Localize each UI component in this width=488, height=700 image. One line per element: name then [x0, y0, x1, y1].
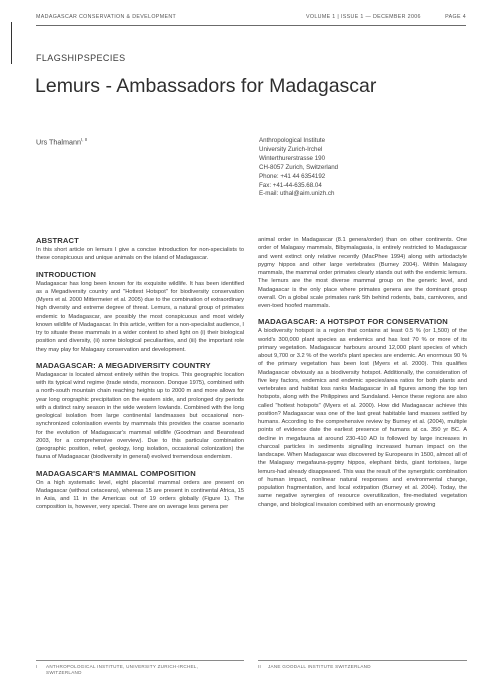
section-label: FLAGSHIPSPECIES: [36, 53, 126, 63]
author-name: Urs Thalmann: [36, 137, 82, 147]
running-head: [36, 14, 466, 24]
affiliation-institute: Anthropological Institute: [259, 137, 326, 144]
affiliation-email[interactable]: E-mail: uthal@aim.unizh.ch: [259, 190, 335, 198]
affiliation-city: CH-8057 Zurich, Switzerland: [259, 163, 339, 171]
affiliation-block: [259, 137, 338, 199]
paragraph-megadiversity: Madagascar is located almost entirely within the tropics. This geographic location with its typical wind regime (trade winds, monsoon. Donque 1975), combined with a north-south mountain chain reaching heights up to 2000 m and more allows for year long orographic precipitation on the eastern side, and prolonged dry periods with a distinct rainy season in the wide western lowlands. Combined with the long geological isolation from large continental landmasses but occasional non-synchronized colonisation events by mammals this provides the coarse scenario for the evolution of Madagascar's mammal wildlife (Goodman and Beanstead 2003, for a comprehensive overview). Due to this particular combination (geographic position, relief, geology, long isolation, occasional colonization) the fauna of Madagascar (biodiversity in general) evolved tremendous endemism.: [36, 371, 244, 461]
affiliation-street: Winterthurerstrasse 190: [259, 154, 326, 162]
footnote-number: I: [36, 664, 38, 669]
heading-abstract: ABSTRACT: [36, 236, 79, 245]
paragraph-abstract: In this short article on lemurs I give a concise introduction for non-specialists to these conspicuous and unique animals on the island of Madagascar.: [36, 247, 244, 262]
header-rule: [36, 25, 466, 26]
footnote-rule-left: [36, 660, 244, 661]
running-head-journal: MADAGASCAR CONSERVATION & DEVELOPMENT: [36, 14, 177, 20]
heading-hotspot: MADAGASCAR: A HOTSPOT FOR CONSERVATION: [258, 317, 448, 327]
running-head-issue: VOLUME 1 | ISSUE 1 — DECEMBER 2006: [306, 14, 421, 20]
article-title: Lemurs - Ambassadors for Madagascar: [35, 75, 377, 97]
running-head-page: PAGE 4: [445, 14, 466, 20]
paragraph-continued: animal order in Madagascar (8.1 genera/order) than on other continents. One order of Malagasy mammals, Bibymalagasia, is entirely restricted to Madagascar and went extinct only relative recently (MacPhee 1994) along with artiodactyle pygmy hippos and other large vertebrates (Burney 2004). Within Malagasy mammals, the mammal order primates clearly stands out with the endemic lemurs. The lemurs are the most diverse mammal group on the generic level, and Madagascar is the only place where primates genera are the dominant group overall. On a global scale primates rank 5th behind rodents, bats, carnivores, and even-toed hoofed mammals.: [258, 237, 467, 309]
footnote-text-line: ANTHROPOLOGICAL INSTITUTE, UNIVERSITY ZURICH-IRCHEL,: [46, 664, 199, 669]
footnote-number: II: [258, 664, 262, 669]
paragraph-introduction: Madagascar has long been known for its exquisite wildlife. It has been identified as a Megadiversity country and "Hottest Hotspot" for biodiversity conservation (Myers et al. 2000 Mittermeier et al. 2005) due to the combination of extraordinary high diversity and extreme degree of threat. Lemurs, a natural group of primates endemic to Madagascar, are possibly the most conspicuous and most widely known wildlife of Madagascar. In this article, written for a non-specialist audience, I try to situate these mammals in a wider context to shed light on (i) their biological position and diversity, (ii) some biological peculiarities, and (iii) the important role they may play for Malagasy conservation and development.: [36, 280, 244, 353]
margin-rule: [11, 22, 12, 64]
author-affiliation-marks: I, II: [81, 137, 88, 142]
author: [36, 137, 87, 146]
heading-introduction: INTRODUCTION: [36, 269, 97, 279]
footnote-text-line: JANE GOODALL INSTITUTE SWITZERLAND: [268, 664, 371, 669]
affiliation-fax: Fax: +41-44-635.68.04: [259, 181, 322, 189]
left-column: [36, 236, 244, 519]
heading-mammal-composition: MADAGASCAR'S MAMMAL COMPOSITION: [36, 468, 196, 478]
affiliation-phone: Phone: +41 44 6354192: [259, 172, 326, 180]
right-column: [258, 236, 467, 516]
footnote-rule-right: [258, 660, 467, 661]
affiliation-university: University Zurich-Irchel: [259, 145, 323, 153]
paragraph-hotspot: A biodiversity hotspot is a region that contains at least 0.5 % (or 1,500) of the world's 300,000 plant species as endemics and has lost 70 % or more of its primary vegetation. Madagascar harbours around 12,000 plant species of which about 9,700 or 3.2 % of the world's plant species are endemic. An enormous 90 % of the primary vegetation has been lost (Myers et al. 2000). This qualifies Madagascar obviously as a biodiversity hotspot. Additionally, the consideration of five key factors, endemics and endemic species/area ratios for both plants and vertebrates and habitat loss ranks Madagascar in all figures among the top ten hotspots, along with the Philippines and Sundaland. Hence these regions are also called "hottest hotspots" (Myers et al. 2000). How did Madagascar achieve this position? Madagascar was one of the last great habitable land masses settled by humans. According to the comprehensive review by Burney et al. (2004), multiple points of evidence date the earliest presence of humans at ca. 350 yr BC. A decline in megafauna at around 230-410 AD is followed by large increases in charcoal particles in sediments signalling increased human impact on the landscape. When Madagascar was discovered by Europeans in 1500, almost all of the Malagasy megafauna-pygmy hippos, elephant birds, giant tortoises, large lemurs-had already disappeared. This was the result of the synergistic combination of human impact, nonlinear natural responses and environmental change, population fragmentation, and local extirpation (Burney et al. 2004). Today, the same negative synergies of resource overutilization, fire-mediated vegetation change, and biological invasion combined with an enormously growing: [258, 328, 467, 508]
footnote-text-line: SWITZERLAND: [46, 670, 82, 675]
paragraph-mammal-composition: On a high systematic level, eight placental mammal orders are present on Madagascar (without cetaceans), whereas 15 are present in continental Africa, 15 in Asia, and 11 in the Americas out of 19 orders globally (Figure 1). The composition is, however, very special. There are on average less genera per: [36, 479, 244, 511]
heading-megadiversity: MADAGASCAR: A MEGADIVERSITY COUNTRY: [36, 360, 211, 370]
